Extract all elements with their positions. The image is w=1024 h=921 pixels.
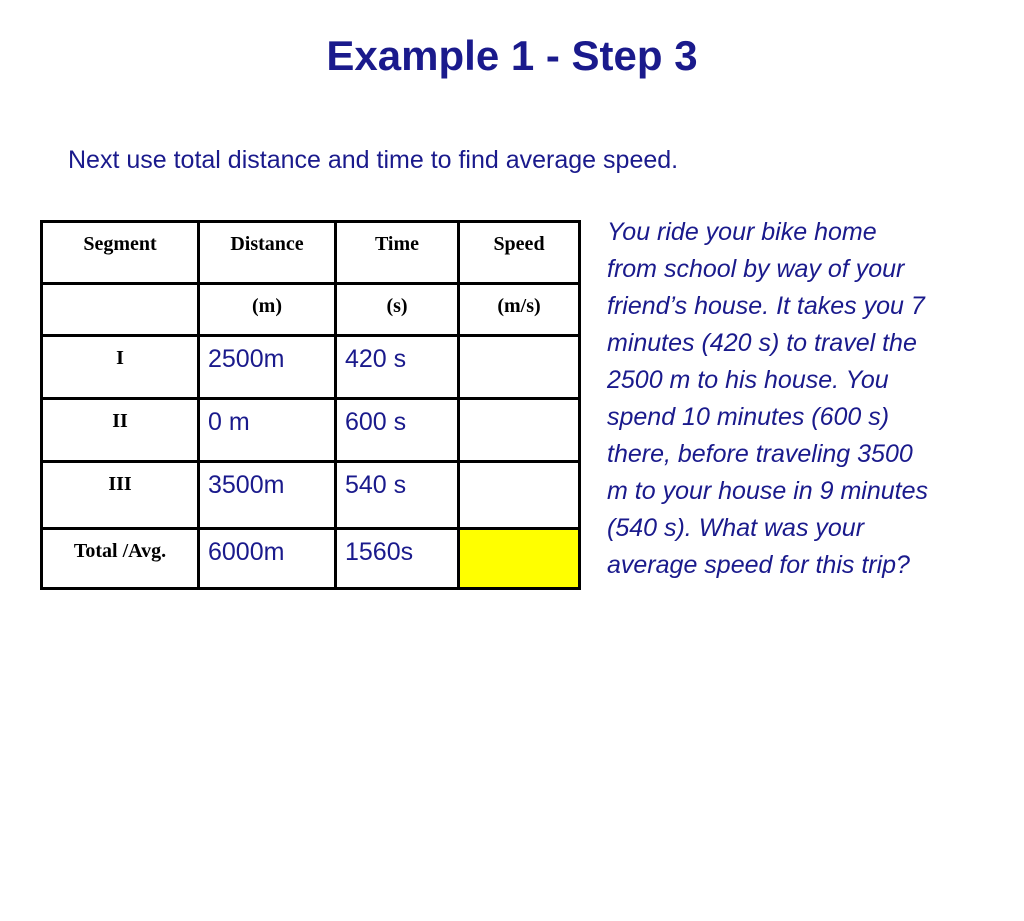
row-speed bbox=[459, 462, 580, 529]
row-segment-total: Total /Avg. bbox=[42, 529, 199, 589]
problem-line: friend’s house. It takes you 7 bbox=[607, 292, 925, 320]
table-row bbox=[42, 336, 580, 399]
problem-line: spend 10 minutes (600 s) bbox=[607, 403, 890, 431]
total-time: 1560s bbox=[336, 529, 459, 589]
table-units-row bbox=[42, 284, 580, 336]
problem-line: (540 s). What was your bbox=[607, 514, 865, 542]
row-speed bbox=[459, 399, 580, 462]
speed-table bbox=[40, 220, 581, 590]
header-time: Time bbox=[336, 222, 459, 284]
header-segment: Segment bbox=[42, 222, 199, 284]
problem-line: average speed for this trip? bbox=[607, 551, 910, 579]
slide-title: Example 1 - Step 3 bbox=[326, 32, 698, 79]
table-row bbox=[42, 399, 580, 462]
row-distance: 3500m bbox=[199, 462, 336, 529]
header-speed: Speed bbox=[459, 222, 580, 284]
row-distance: 2500m bbox=[199, 336, 336, 399]
header-distance: Distance bbox=[199, 222, 336, 284]
row-time: 540 s bbox=[336, 462, 459, 529]
problem-line: 2500 m to his house. You bbox=[607, 366, 889, 394]
problem-line: there, before traveling 3500 bbox=[607, 440, 913, 468]
table-row bbox=[42, 462, 580, 529]
row-time: 420 s bbox=[336, 336, 459, 399]
problem-line: minutes (420 s) to travel the bbox=[607, 329, 917, 357]
row-time: 600 s bbox=[336, 399, 459, 462]
total-distance: 6000m bbox=[199, 529, 336, 589]
row-segment: II bbox=[42, 399, 199, 462]
unit-time: (s) bbox=[336, 284, 459, 336]
row-distance: 0 m bbox=[199, 399, 336, 462]
row-segment: I bbox=[42, 336, 199, 399]
unit-distance: (m) bbox=[199, 284, 336, 336]
average-speed-cell bbox=[459, 529, 580, 589]
problem-line: from school by way of your bbox=[607, 255, 905, 283]
table-row-total bbox=[42, 529, 580, 589]
row-segment: III bbox=[42, 462, 199, 529]
table-header-row bbox=[42, 222, 580, 284]
unit-speed: (m/s) bbox=[459, 284, 580, 336]
problem-line: m to your house in 9 minutes bbox=[607, 477, 928, 505]
problem-statement bbox=[607, 214, 1012, 584]
row-speed bbox=[459, 336, 580, 399]
instruction-text: Next use total distance and time to find average speed. bbox=[68, 146, 679, 174]
problem-line: You ride your bike home bbox=[607, 218, 877, 246]
unit-segment bbox=[42, 284, 199, 336]
